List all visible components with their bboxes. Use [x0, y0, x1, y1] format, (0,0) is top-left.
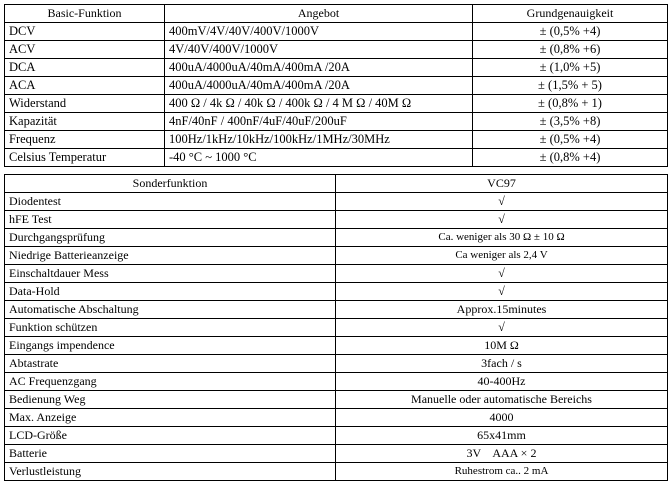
function-cell: Niedrige Batterieanzeige: [5, 247, 336, 265]
table-row: [5, 391, 668, 409]
table-row: [5, 409, 668, 427]
function-cell: Frequenz: [5, 131, 165, 149]
value-cell: 3V AAA × 2: [336, 445, 668, 463]
function-cell: Abtastrate: [5, 355, 336, 373]
value-cell: √: [336, 265, 668, 283]
range-cell: 400 Ω / 4k Ω / 40k Ω / 400k Ω / 4 M Ω / 40M Ω: [165, 95, 473, 113]
accuracy-cell: ± (1,0% +5): [473, 59, 668, 77]
header-special-function: Sonderfunktion: [5, 175, 336, 193]
function-cell: Eingangs impendence: [5, 337, 336, 355]
table-row: [5, 265, 668, 283]
table-row: [5, 23, 668, 41]
function-cell: Einschaltdauer Mess: [5, 265, 336, 283]
accuracy-cell: ± (1,5% + 5): [473, 77, 668, 95]
table-row: [5, 445, 668, 463]
function-cell: Automatische Abschaltung: [5, 301, 336, 319]
value-cell: 65x41mm: [336, 427, 668, 445]
value-cell: Manuelle oder automatische Bereichs: [336, 391, 668, 409]
value-cell: √: [336, 193, 668, 211]
header-range: Angebot: [165, 5, 473, 23]
function-cell: DCA: [5, 59, 165, 77]
function-cell: Funktion schützen: [5, 319, 336, 337]
function-cell: Kapazität: [5, 113, 165, 131]
accuracy-cell: ± (0,5% +4): [473, 131, 668, 149]
accuracy-cell: ± (3,5% +8): [473, 113, 668, 131]
special-function-table: [4, 174, 668, 481]
value-cell: Ca. weniger als 30 Ω ± 10 Ω: [336, 229, 668, 247]
basic-function-table: [4, 4, 668, 167]
header-model: VC97: [336, 175, 668, 193]
table-row: [5, 247, 668, 265]
function-cell: Bedienung Weg: [5, 391, 336, 409]
function-cell: Diodentest: [5, 193, 336, 211]
table-header-row: [5, 175, 668, 193]
function-cell: Verlustleistung: [5, 463, 336, 481]
table-row: [5, 319, 668, 337]
function-cell: AC Frequenzgang: [5, 373, 336, 391]
value-cell: √: [336, 319, 668, 337]
header-basic-function: Basic-Funktion: [5, 5, 165, 23]
value-cell: 10M Ω: [336, 337, 668, 355]
table-row: [5, 41, 668, 59]
range-cell: 4nF/40nF / 400nF/4uF/40uF/200uF: [165, 113, 473, 131]
range-cell: 400mV/4V/40V/400V/1000V: [165, 23, 473, 41]
table-row: [5, 131, 668, 149]
table-row: [5, 355, 668, 373]
accuracy-cell: ± (0,8% + 1): [473, 95, 668, 113]
table-row: [5, 149, 668, 167]
function-cell: DCV: [5, 23, 165, 41]
function-cell: Celsius Temperatur: [5, 149, 165, 167]
value-cell: √: [336, 211, 668, 229]
table-row: [5, 301, 668, 319]
range-cell: -40 °C ~ 1000 °C: [165, 149, 473, 167]
function-cell: hFE Test: [5, 211, 336, 229]
value-cell: 40-400Hz: [336, 373, 668, 391]
table-row: [5, 229, 668, 247]
value-cell: Ca weniger als 2,4 V: [336, 247, 668, 265]
value-cell: 3fach / s: [336, 355, 668, 373]
table-row: [5, 211, 668, 229]
range-cell: 400uA/4000uA/40mA/400mA /20A: [165, 77, 473, 95]
table-row: [5, 193, 668, 211]
range-cell: 4V/40V/400V/1000V: [165, 41, 473, 59]
accuracy-cell: ± (0,8% +4): [473, 149, 668, 167]
function-cell: Data-Hold: [5, 283, 336, 301]
table-row: [5, 373, 668, 391]
function-cell: Max. Anzeige: [5, 409, 336, 427]
function-cell: LCD-Größe: [5, 427, 336, 445]
value-cell: Ruhestrom ca.. 2 mA: [336, 463, 668, 481]
value-cell: √: [336, 283, 668, 301]
table-row: [5, 59, 668, 77]
table-row: [5, 463, 668, 481]
accuracy-cell: ± (0,5% +4): [473, 23, 668, 41]
function-cell: ACA: [5, 77, 165, 95]
value-cell: 4000: [336, 409, 668, 427]
function-cell: Durchgangsprüfung: [5, 229, 336, 247]
table-row: [5, 113, 668, 131]
table-row: [5, 337, 668, 355]
table-row: [5, 283, 668, 301]
range-cell: 400uA/4000uA/40mA/400mA /20A: [165, 59, 473, 77]
table-row: [5, 427, 668, 445]
function-cell: Batterie: [5, 445, 336, 463]
header-accuracy: Grundgenauigkeit: [473, 5, 668, 23]
function-cell: ACV: [5, 41, 165, 59]
function-cell: Widerstand: [5, 95, 165, 113]
table-header-row: [5, 5, 668, 23]
table-row: [5, 95, 668, 113]
value-cell: Approx.15minutes: [336, 301, 668, 319]
range-cell: 100Hz/1kHz/10kHz/100kHz/1MHz/30MHz: [165, 131, 473, 149]
table-row: [5, 77, 668, 95]
accuracy-cell: ± (0,8% +6): [473, 41, 668, 59]
